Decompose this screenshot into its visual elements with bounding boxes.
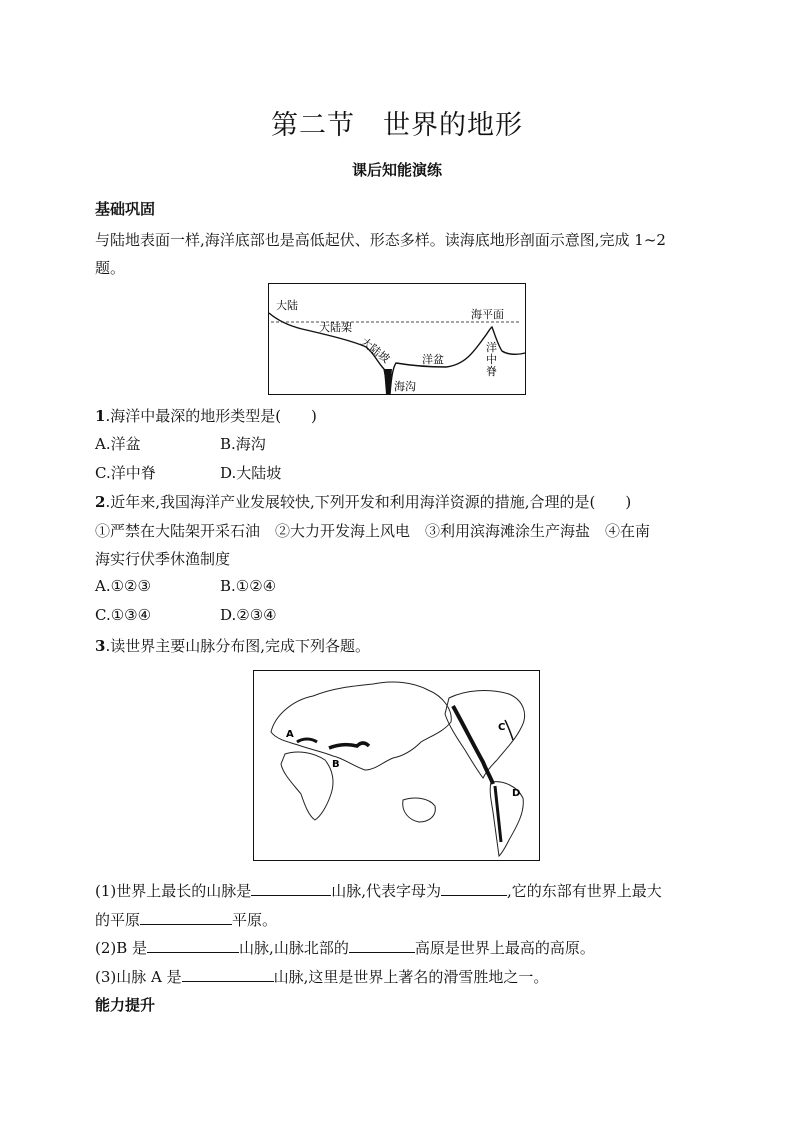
section-heading-basic: 基础巩固 (95, 200, 156, 218)
section-heading-advanced: 能力提升 (95, 996, 156, 1014)
q2-option-a: A.①②③ (95, 577, 151, 595)
page-subtitle: 课后知能演练 (351, 161, 442, 179)
q3-sub2-text-a: (2)B 是 (95, 939, 148, 957)
label-continent: 大陆 (276, 299, 298, 312)
q3-sub1-text-d: 的平原 (95, 911, 141, 929)
q3-sub2-text-b: 山脉,山脉北部的 (239, 939, 349, 957)
q3-sub1-text-a: (1)世界上最长的山脉是 (95, 882, 252, 900)
intro-text-line2: 题。 (95, 259, 126, 277)
q3-sub2-line (95, 937, 595, 958)
q2-items-line1: ①严禁在大陆架开采石油 ②大力开发海上风电 ③利用滨海滩涂生产海盐 ④在南 (95, 522, 651, 540)
q2-option-c: C.①③④ (95, 606, 152, 624)
q1-option-c: C.洋中脊 (95, 464, 156, 482)
label-continental-slope: 大陆坡 (358, 335, 393, 366)
q1-option-b: B.海沟 (220, 435, 266, 453)
question-3-stem (95, 635, 370, 656)
label-ridge-3: 脊 (486, 365, 497, 378)
q2-option-d: D.②③④ (220, 606, 277, 624)
q1-option-d: D.大陆坡 (220, 464, 282, 482)
q3-sub1-text-e: 平原。 (232, 911, 278, 929)
q3-sub3-text-b: 山脉,这里是世界上著名的滑雪胜地之一。 (273, 968, 549, 986)
q3-sub3-text-a: (3)山脉 A 是 (95, 968, 182, 986)
q2-option-b: B.①②④ (220, 577, 277, 595)
question-1-stem (95, 405, 317, 426)
intro-text-line1: 与陆地表面一样,海洋底部也是高低起伏、形态多样。读海底地形剖面示意图,完成 1~2 (95, 231, 666, 249)
seabed-profile-figure (268, 283, 526, 395)
q3-sub1-text-b: 山脉,代表字母为 (331, 882, 442, 900)
question-1-text: .海洋中最深的地形类型是( ) (105, 407, 317, 425)
label-continental-shelf: 大陆架 (319, 321, 352, 334)
label-trench: 海沟 (394, 380, 416, 393)
question-2-stem (95, 491, 631, 512)
question-2-text: .近年来,我国海洋产业发展较快,下列开发和利用海洋资源的措施,合理的是( ) (105, 493, 632, 511)
label-sea-level: 海平面 (471, 308, 504, 321)
question-3-number: 3 (95, 637, 106, 655)
q3-sub1-line1 (95, 880, 662, 901)
q3-sub1-text-c: ,它的东部有世界上最大 (507, 882, 662, 900)
q3-sub2-text-c: 高原是世界上最高的高原。 (414, 939, 595, 957)
question-1-number: 1 (95, 407, 106, 425)
page-title: 第二节 世界的地形 (271, 110, 523, 141)
map-label-d: D (512, 788, 521, 799)
q3-sub1-blank-mountain[interactable] (251, 881, 331, 896)
q1-option-a: A.洋盆 (95, 435, 141, 453)
q3-sub1-blank-plain[interactable] (140, 910, 232, 925)
q3-sub2-blank-mountain[interactable] (147, 938, 239, 953)
label-ocean-basin: 洋盆 (422, 353, 444, 366)
q3-sub3-blank-mountain[interactable] (182, 967, 274, 982)
world-mountains-map (253, 670, 540, 861)
q3-sub1-line2 (95, 909, 277, 930)
q3-sub2-blank-plateau[interactable] (349, 938, 415, 953)
map-label-b: B (332, 759, 340, 770)
q3-sub1-blank-letter[interactable] (441, 881, 507, 896)
map-label-a: A (286, 729, 294, 740)
label-ridge-2: 中 (486, 353, 497, 366)
label-ridge-1: 洋 (486, 341, 497, 354)
question-3-text: .读世界主要山脉分布图,完成下列各题。 (105, 637, 370, 655)
question-2-number: 2 (95, 493, 106, 511)
q2-items-line2: 海实行伏季休渔制度 (95, 550, 231, 568)
q3-sub3-line (95, 966, 548, 987)
map-label-c: C (498, 722, 506, 733)
